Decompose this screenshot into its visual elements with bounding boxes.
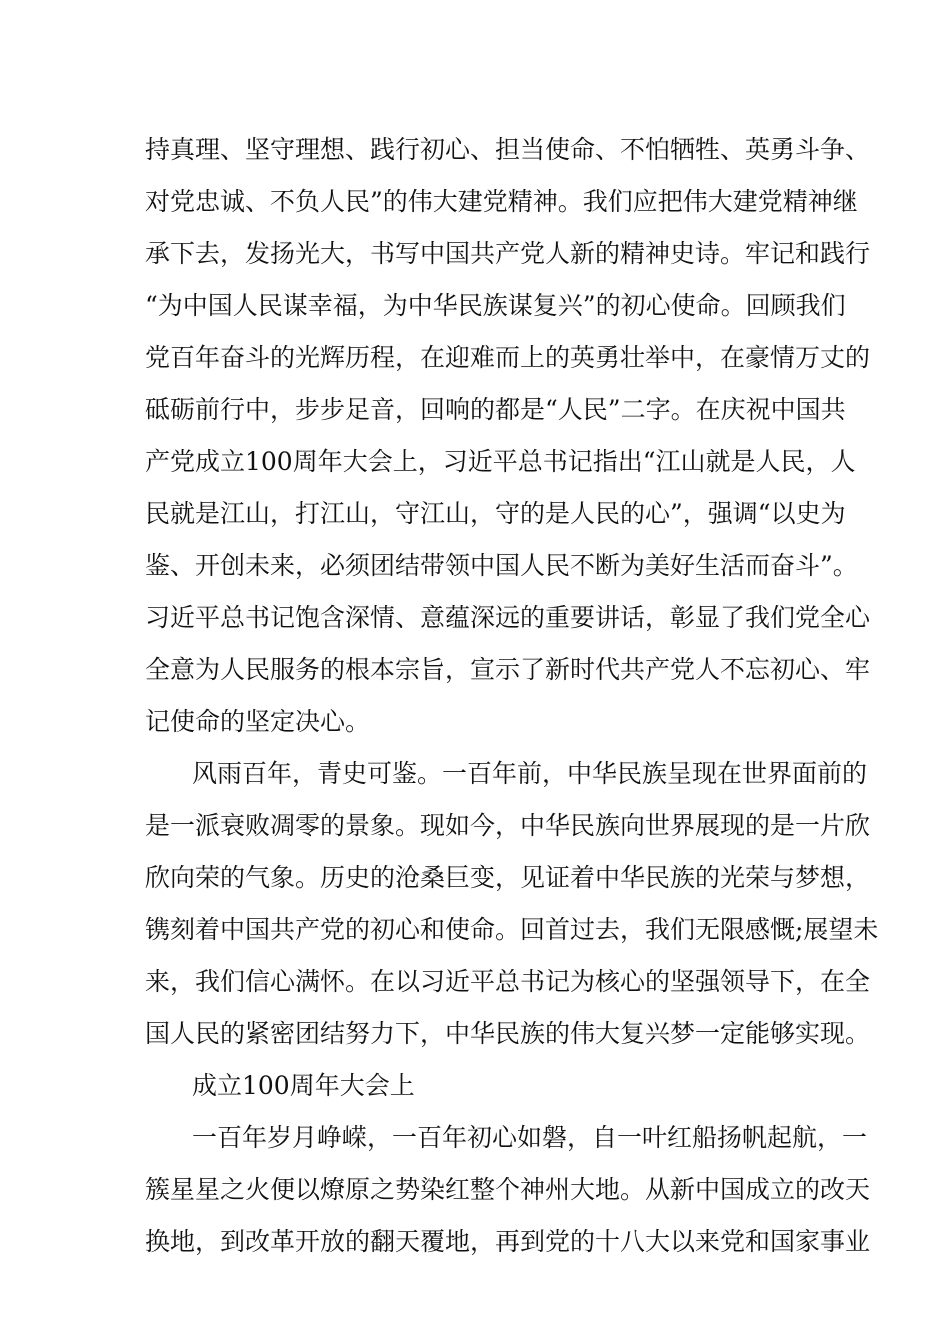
- paragraph-first-line: 一百年岁月峥嵘，一百年初心如磐，自一叶红船扬帆起航，一: [192, 1123, 868, 1152]
- text-line: 换地，到改革开放的翻天覆地，再到党的十八大以来党和国家事业: [145, 1227, 871, 1256]
- text-line: 全意为人民服务的根本宗旨，宣示了新时代共产党人不忘初心、牢: [145, 655, 871, 684]
- text-line: 产党成立100周年大会上，习近平总书记指出“江山就是人民，人: [145, 447, 856, 476]
- text-line: 来，我们信心满怀。在以习近平总书记为核心的坚强领导下，在全: [145, 967, 871, 996]
- text-line: 鉴、开创未来，必须团结带领中国人民不断为美好生活而奋斗”。: [145, 551, 858, 580]
- section-heading: 成立100周年大会上: [192, 1071, 415, 1100]
- text-line: 习近平总书记饱含深情、意蕴深远的重要讲话，彰显了我们党全心: [145, 603, 871, 632]
- paragraph-first-line: 风雨百年，青史可鉴。一百年前，中华民族呈现在世界面前的: [192, 759, 868, 788]
- text-line: 承下去，发扬光大，书写中国共产党人新的精神史诗。牢记和践行: [145, 239, 871, 268]
- text-line: 持真理、坚守理想、践行初心、担当使命、不怕牺牲、英勇斗争、: [145, 135, 871, 164]
- text-line: 民就是江山，打江山，守江山，守的是人民的心”，强调“以史为: [145, 499, 846, 528]
- text-line: “为中国人民谋幸福，为中华民族谋复兴”的初心使命。回顾我们: [145, 291, 846, 320]
- text-line: 砥砺前行中，步步足音，回响的都是“人民”二字。在庆祝中国共: [145, 395, 846, 424]
- text-line: 是一派衰败凋零的景象。现如今，中华民族向世界展现的是一片欣: [145, 811, 871, 840]
- text-line: 镌刻着中国共产党的初心和使命。回首过去，我们无限感慨;展望未: [145, 915, 879, 944]
- text-line: 欣向荣的气象。历史的沧桑巨变，见证着中华民族的光荣与梦想，: [145, 863, 871, 892]
- text-line: 对党忠诚、不负人民”的伟大建党精神。我们应把伟大建党精神继: [145, 187, 858, 216]
- text-line: 党百年奋斗的光辉历程，在迎难而上的英勇壮举中，在豪情万丈的: [145, 343, 871, 372]
- text-line: 记使命的坚定决心。: [145, 707, 371, 736]
- text-line: 簇星星之火便以燎原之势染红整个神州大地。从新中国成立的改天: [145, 1175, 871, 1204]
- text-line: 国人民的紧密团结努力下，中华民族的伟大复兴梦一定能够实现。: [145, 1019, 871, 1048]
